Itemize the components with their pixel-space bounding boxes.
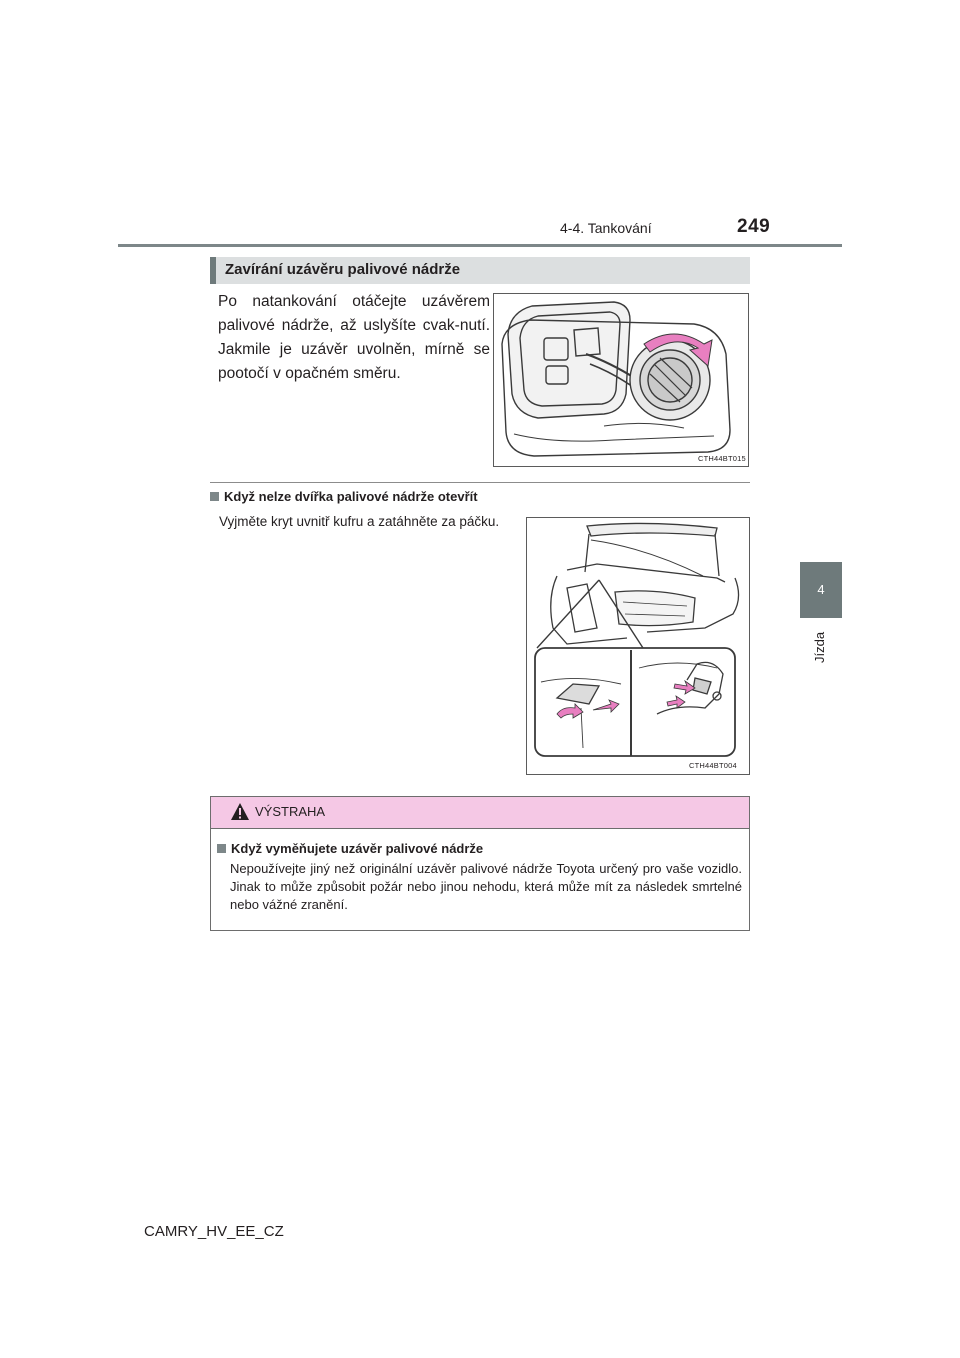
section-heading-bar bbox=[210, 257, 216, 284]
lever-instructions: Vyjměte kryt uvnitř kufru a zatáhněte za páčku. bbox=[219, 514, 500, 529]
closing-instructions: Po natankování otáčejte uzávěrem palivové nádrže, až uslyšíte cvak-nutí. Jakmile je uzávěr uvolněn, mírně se pootočí v opačném směru. bbox=[218, 293, 490, 382]
trunk-lever-illustration bbox=[526, 517, 750, 775]
warning-subheading-text: Když vyměňujete uzávěr palivové nádrže bbox=[231, 841, 484, 856]
section-heading bbox=[210, 257, 750, 284]
figure-code: CTH44BT015 bbox=[698, 454, 746, 463]
warning-header bbox=[211, 797, 749, 829]
warning-box bbox=[210, 796, 750, 931]
fuel-cap-drawing bbox=[494, 294, 748, 466]
chapter-title: Jízda bbox=[812, 631, 827, 663]
subheading-text: Když nelze dvířka palivové nádrže otevřít bbox=[224, 489, 478, 504]
trunk-lever-drawing bbox=[527, 518, 749, 774]
warning-text: Nepoužívejte jiný než originální uzávěr palivové nádrže Toyota určený pro vaše vozidlo. Jinak to může způsobit požár nebo jinou nehodu, která může mít za následek smrtelné nebo vážné zranění. bbox=[230, 861, 742, 912]
footer-model-code: CAMRY_HV_EE_CZ bbox=[144, 1223, 284, 1240]
warning-triangle-icon bbox=[230, 802, 250, 821]
warning-title: VÝSTRAHA bbox=[255, 804, 326, 819]
chapter-number: 4 bbox=[817, 582, 825, 597]
figure-code: CTH44BT004 bbox=[689, 761, 737, 770]
warning-subheading bbox=[217, 841, 483, 856]
chapter-label bbox=[806, 625, 836, 665]
section-divider bbox=[210, 482, 750, 483]
square-bullet-icon bbox=[217, 844, 226, 853]
fuel-cap-illustration bbox=[493, 293, 749, 467]
square-bullet-icon bbox=[210, 492, 219, 501]
subheading-door-issue bbox=[210, 489, 478, 504]
page-number: 249 bbox=[737, 216, 771, 237]
chapter-tab bbox=[800, 562, 842, 618]
section-heading-text: Zavírání uzávěru palivové nádrže bbox=[225, 261, 461, 278]
header-section-title: 4-4. Tankování bbox=[560, 220, 652, 236]
header-rule bbox=[118, 244, 842, 247]
